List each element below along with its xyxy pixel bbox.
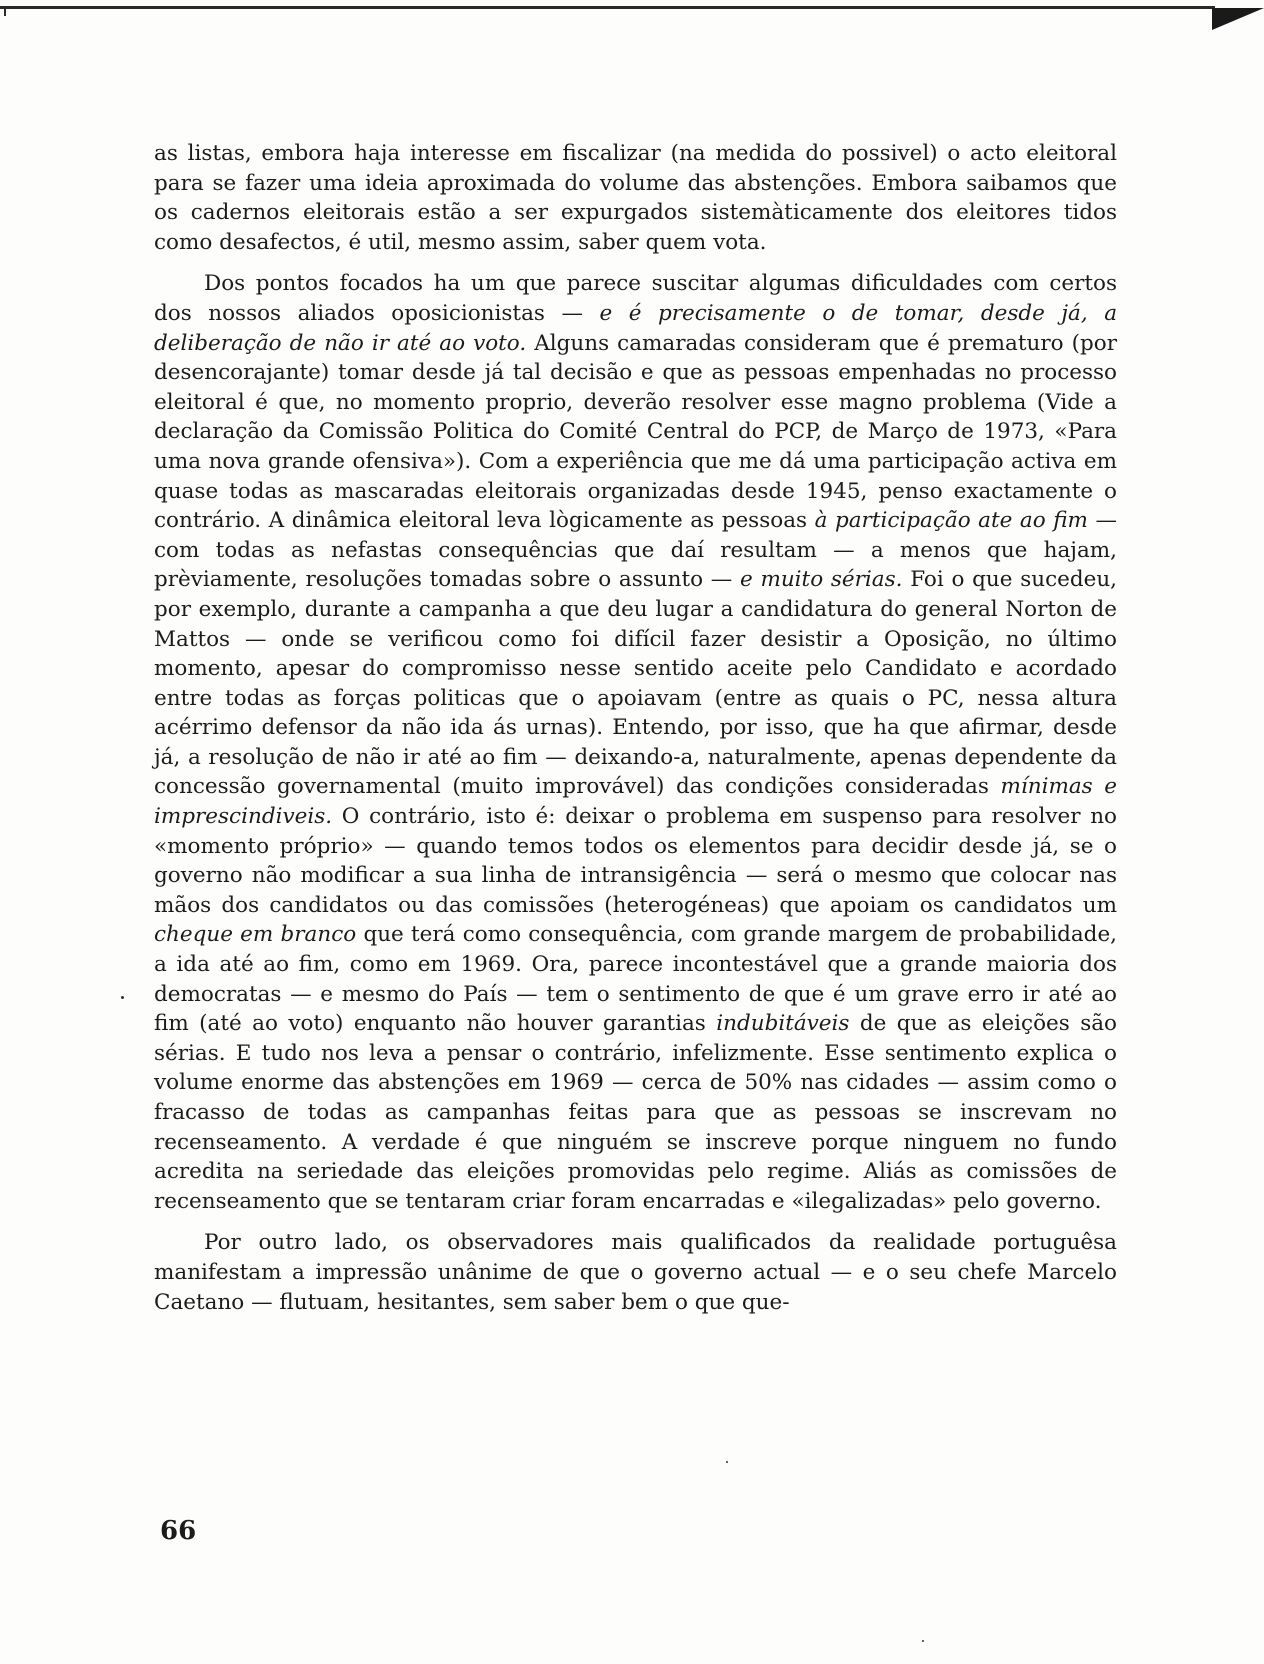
text-run: de que as eleições são sérias. E tudo nos leva a pensar o contrário, infelizmente. Esse sentimento explica o volume enorme das abstenções em 1969 — cerca de 50% nas cidades — assim como o fracasso de todas as campanhas feitas para que as pessoas se inscrevam no recenseamento. A verdade é que ninguém se inscreve porque ninguem no fundo acredita na seriedade das eleições promovidas pelo regime. Aliás as comissões de recenseamento que se tentaram criar foram encarradas e «ilegalizadas» pelo governo. bbox=[154, 1011, 1117, 1214]
body-text bbox=[154, 139, 1117, 1317]
italic-run: e muito sérias. bbox=[740, 567, 903, 593]
italic-run: cheque em branco bbox=[154, 922, 357, 948]
text-run: O contrário, isto é: deixar o problema em suspenso para resolver no «momento próprio» — quando temos todos os elementos para decidir desde já, se o governo não modificar a sua linha de intransigência — será o mesmo que colocar nas mãos dos candidatos ou das comissões (heterogéneas) que apoiam os candidatos um bbox=[154, 804, 1117, 918]
text-run: as listas, embora haja interesse em fiscalizar (na medida do possivel) o acto eleitoral para se fazer uma ideia aproximada do volume das abstenções. Embora saibamos que os cadernos eleitorais estão a ser expurgados sistemàticamente dos eleitores tidos como desafectos, é util, mesmo assim, saber quem vota. bbox=[154, 141, 1117, 255]
paragraph-3 bbox=[154, 1228, 1117, 1317]
italic-run: mínimas e imprescindiveis. bbox=[154, 774, 1117, 830]
italic-run: e é precisamente o de tomar, desde já, a deliberação de não ir até ao voto. bbox=[154, 300, 1118, 356]
italic-run: à participação ate ao fim bbox=[814, 508, 1088, 534]
text-run: Foi o que sucedeu, por exemplo, durante a campanha a que deu lugar a candidatura do general Norton de Mattos — onde se verificou como foi difícil fazer desistir a Oposição, no último momento, apesar do compromisso nesse sentido aceite pelo Candidato e acordado entre todas as forças politicas que o apoiavam (entre as quais o PC, nessa altura acérrimo defensor da não ida ás urnas). Entendo, por isso, que ha que afirmar, desde já, a resolução de não ir até ao fim — deixando-a, naturalmente, apenas dependente da concessão governamental (muito improvável) das condições consideradas bbox=[154, 567, 1118, 800]
page-corner-mark bbox=[1212, 8, 1264, 30]
text-run: Dos pontos focados ha um que parece suscitar algumas dificuldades com certos dos nossos aliados oposicionistas — bbox=[154, 271, 1117, 326]
italic-run: indubitáveis bbox=[716, 1011, 850, 1037]
page-top-edge bbox=[0, 6, 1215, 9]
paragraph-1 bbox=[154, 139, 1117, 257]
margin-speck bbox=[121, 996, 124, 999]
margin-speck bbox=[922, 1640, 924, 1642]
page-left-edge bbox=[4, 6, 6, 16]
page-number: 66 bbox=[160, 1516, 197, 1546]
text-run: Por outro lado, os observadores mais qualificados da realidade portuguêsa manifestam a impressão unânime de que o governo actual — e o seu chefe Marcelo Caetano — flutuam, hesitantes, sem saber bem o que que- bbox=[154, 1230, 1117, 1315]
text-run: Alguns camaradas consideram que é prematuro (por desencorajante) tomar desde já tal decisão e que as pessoas empenhadas no processo eleitoral é que, no momento proprio, deverão resolver esse magno problema (Vide a declaração da Comissão Politica do Comité Central do PCP, de Março de 1973, «Para uma nova grande ofensiva»). Com a experiência que me dá uma participação activa em quase todas as mascaradas eleitorais organizadas desde 1945, penso exactamente o contrário. A dinâmica eleitoral leva lògicamente as pessoas bbox=[154, 330, 1117, 534]
text-run: que terá como consequência, com grande margem de probabilidade, a ida até ao fim, como em 1969. Ora, parece incontestável que a grande maioria dos democratas — e mesmo do País — tem o sentimento de que é um grave erro ir até ao fim (até ao voto) enquanto não houver garantias bbox=[154, 922, 1117, 1037]
text-run: — com todas as nefastas consequências que daí resultam — a menos que hajam, prèviamente, resoluções tomadas sobre o assunto — bbox=[154, 508, 1117, 593]
paragraph-2 bbox=[154, 269, 1117, 1216]
margin-speck bbox=[726, 1461, 728, 1463]
